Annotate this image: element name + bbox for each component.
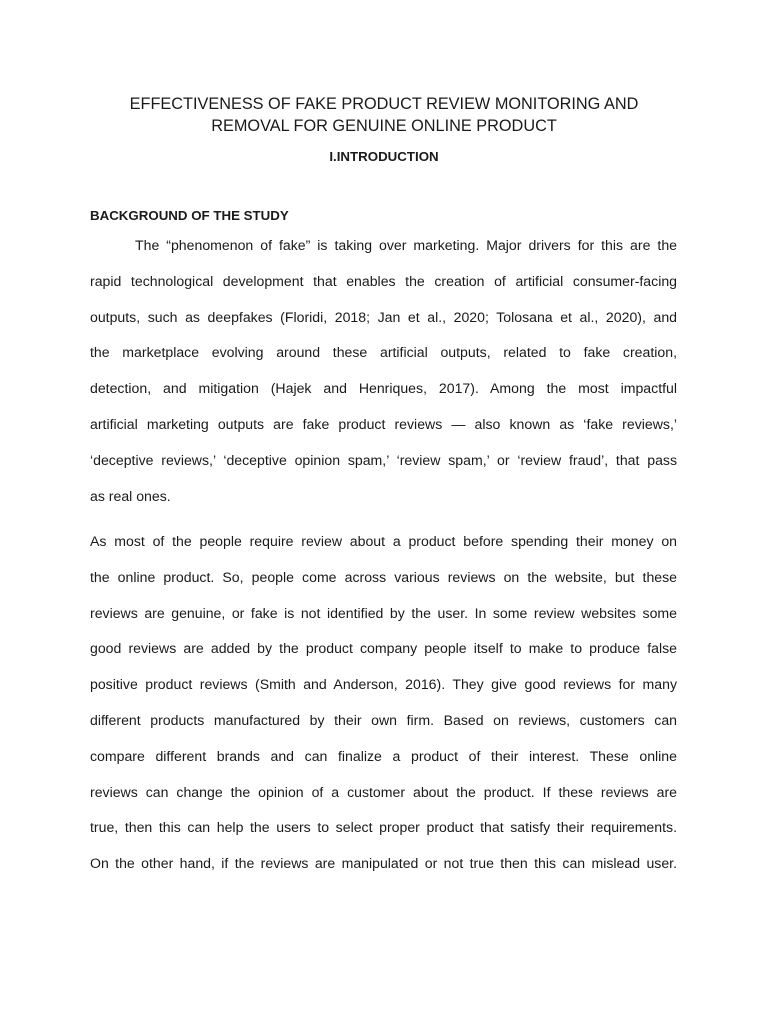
title-line: REMOVAL FOR GENUINE ONLINE PRODUCT [211,117,557,135]
paragraph-line: true, then this can help the users to select proper product that satisfy their requirements. [90,819,677,836]
paragraph-line: positive product reviews (Smith and Anderson, 2016). They give good reviews for many [90,676,677,693]
paragraph-line: the online product. So, people come across various reviews on the website, but these [90,568,677,585]
paragraph-line: reviews are genuine, or fake is not identified by the user. In some review websites some [90,604,677,621]
paragraph-line: detection, and mitigation (Hajek and Henriques, 2017). Among the most impactful [90,380,677,397]
paragraph-line: outputs, such as deepfakes (Floridi, 2018; Jan et al., 2020; Tolosana et al., 2020), and [90,308,677,325]
paragraph-line: rapid technological development that enables the creation of artificial consumer-facing [90,272,677,289]
paragraph-background-2 [90,524,677,882]
title-line: EFFECTIVENESS OF FAKE PRODUCT REVIEW MONITORING AND [129,95,639,113]
paragraph-line: The “phenomenon of fake” is taking over marketing. Major drivers for this are the [135,237,677,253]
paragraph-line: As most of the people require review about a product before spending their money on [90,533,677,549]
paragraph-line: compare different brands and can finalize a product of their interest. These online [90,747,677,764]
paragraph-line: good reviews are added by the product company people itself to make to produce false [90,640,677,657]
subsection-heading: BACKGROUND OF THE STUDY [90,208,289,223]
paragraph-background-1 [90,228,677,514]
section-heading: I.INTRODUCTION [329,149,439,164]
paragraph-line: artificial marketing outputs are fake product reviews — also known as ‘fake reviews,’ [90,415,677,432]
paragraph-line: reviews can change the opinion of a customer about the product. If these reviews are [90,783,677,800]
paragraph-line: different products manufactured by their own firm. Based on reviews, customers can [90,711,677,728]
document-title [60,93,708,137]
paragraph-line: as real ones. [90,487,171,504]
paragraph-line: On the other hand, if the reviews are manipulated or not true then this can mislead user. [90,855,677,872]
paragraph-line: ‘deceptive reviews,’ ‘deceptive opinion spam,’ ‘review spam,’ or ‘review fraud’, that pass [90,451,677,468]
paragraph-line: the marketplace evolving around these artificial outputs, related to fake creation, [90,344,677,361]
